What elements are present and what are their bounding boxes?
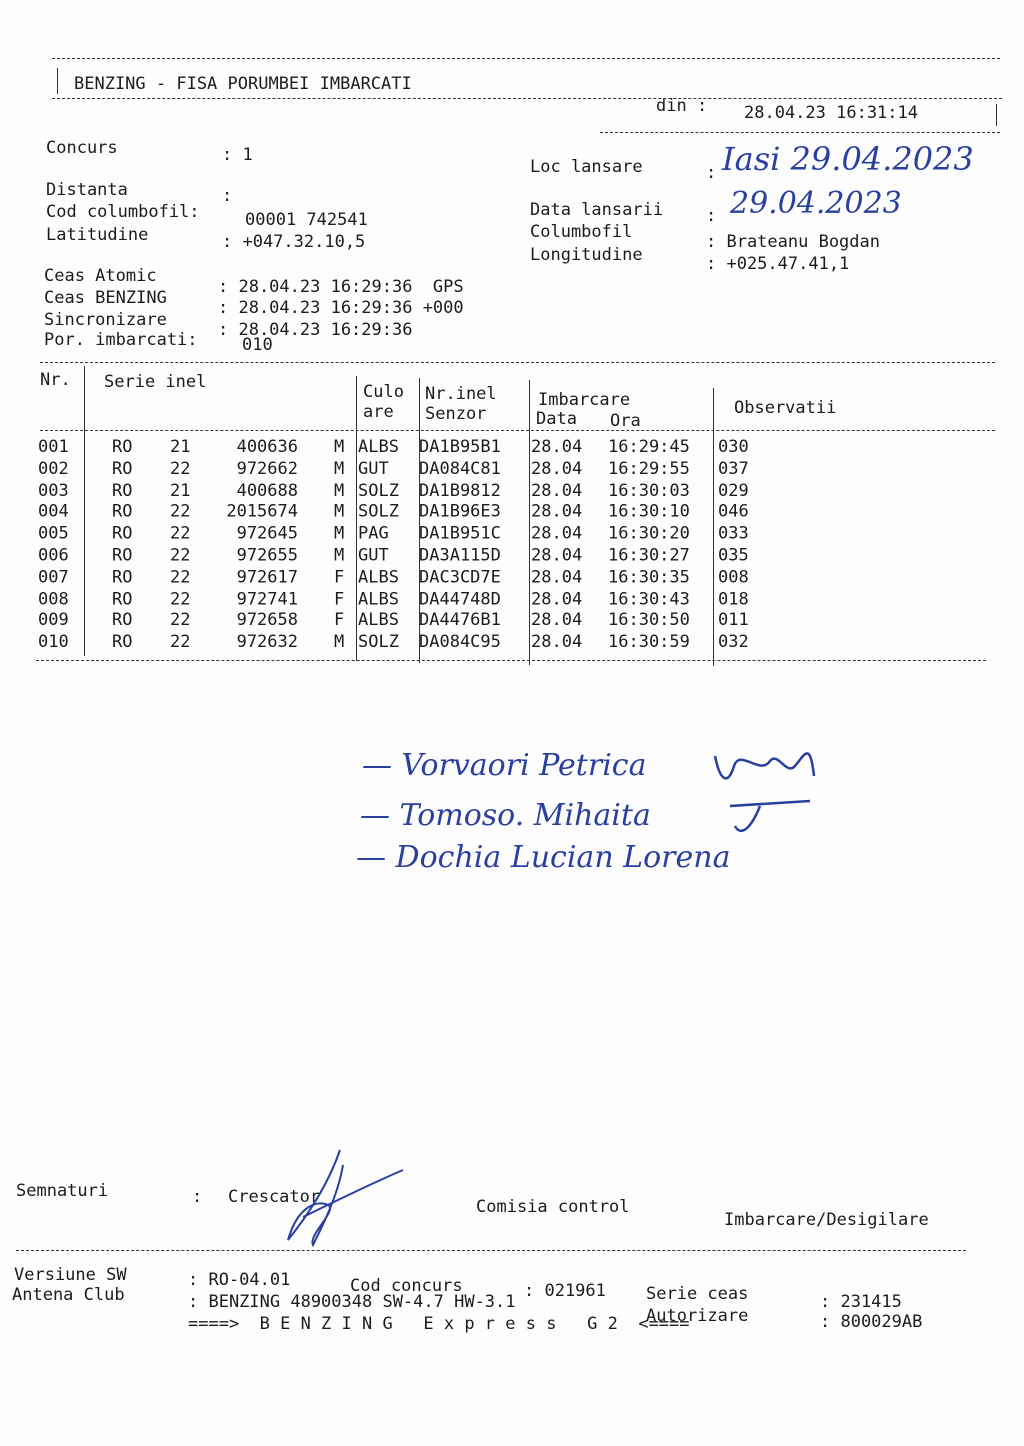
row-senzor: DA1B951C	[419, 523, 501, 544]
handwritten-signatures-icon	[700, 736, 830, 846]
row-sex: M	[334, 480, 345, 501]
row-an: 22	[170, 632, 191, 653]
table-top-border	[40, 362, 995, 363]
row-culoare: SOLZ	[358, 632, 399, 653]
header-left-border	[57, 68, 58, 94]
table-row	[38, 632, 749, 653]
table-row	[38, 610, 749, 632]
footer-top-border	[16, 1250, 966, 1251]
row-nr: 004	[38, 502, 69, 523]
row-an: 22	[170, 458, 191, 479]
data-lansarii-handwritten: 29.04.2023	[730, 186, 902, 221]
row-obs: 032	[718, 632, 749, 653]
serie-ceas-value: : 231415	[820, 1292, 902, 1312]
row-obs: 030	[718, 437, 749, 457]
row-culoare: ALBS	[358, 588, 399, 609]
row-sex: M	[334, 458, 345, 479]
row-nr: 007	[38, 567, 69, 588]
header-ora: Ora	[610, 411, 641, 431]
header-imbarcare: Imbarcare	[538, 390, 631, 410]
row-sex: M	[334, 632, 345, 653]
row-sex: F	[334, 588, 345, 609]
row-inel: 400688	[236, 480, 298, 501]
row-culoare: ALBS	[358, 610, 399, 631]
row-ora: 16:29:55	[608, 458, 690, 479]
distanta-label: Distanta	[46, 180, 128, 200]
row-nr: 006	[38, 545, 69, 566]
row-ora: 16:30:35	[608, 567, 690, 588]
row-tara: RO	[112, 632, 133, 653]
row-obs: 035	[718, 545, 749, 566]
latitudine-label: Latitudine	[46, 225, 149, 245]
imbarcare-desigilare-label: Imbarcare/Desigilare	[724, 1210, 929, 1230]
semnaturi-sep: :	[192, 1187, 203, 1207]
din-timestamp: 28.04.23 16:31:14	[744, 103, 918, 123]
row-obs: 037	[718, 458, 749, 479]
row-obs: 018	[718, 588, 749, 609]
row-nr: 001	[38, 437, 69, 457]
row-inel: 972645	[236, 523, 298, 544]
row-an: 22	[170, 567, 191, 588]
row-inel: 2015674	[226, 502, 298, 523]
row-senzor: DA3A115D	[419, 545, 501, 566]
row-tara: RO	[112, 437, 133, 457]
distanta-value: :	[222, 186, 233, 206]
row-nr: 003	[38, 480, 69, 501]
row-data: 28.04	[531, 588, 583, 609]
row-data: 28.04	[531, 502, 583, 523]
row-data: 28.04	[531, 567, 583, 588]
row-tara: RO	[112, 502, 133, 523]
row-data: 28.04	[531, 458, 583, 479]
table-row	[38, 502, 749, 523]
row-inel: 972658	[236, 610, 298, 631]
crescator-signature-icon	[268, 1145, 408, 1255]
row-culoare: ALBS	[358, 567, 399, 588]
header-observatii: Observatii	[734, 398, 837, 418]
row-ora: 16:30:43	[608, 588, 690, 609]
row-ora: 16:30:20	[608, 523, 690, 544]
table-row	[38, 480, 749, 501]
semnaturi-label: Semnaturi	[16, 1181, 109, 1201]
row-an: 21	[170, 480, 191, 501]
row-obs: 029	[718, 480, 749, 501]
row-data: 28.04	[531, 610, 583, 631]
handwritten-line-3: — Dochia Lucian Lorena	[356, 840, 731, 875]
row-sex: M	[334, 523, 345, 544]
row-data: 28.04	[531, 545, 583, 566]
row-ora: 16:30:03	[608, 480, 690, 501]
loc-lansare-handwritten: Iasi 29.04.2023	[722, 140, 974, 178]
cod-columbofil-label: Cod columbofil:	[46, 202, 200, 222]
row-senzor: DA1B95B1	[419, 437, 501, 457]
row-tara: RO	[112, 567, 133, 588]
ceas-benzing-value: : 28.04.23 16:29:36 +000	[218, 298, 464, 318]
row-culoare: SOLZ	[358, 480, 399, 501]
header-top-border	[52, 58, 1000, 59]
din-label: din :	[656, 96, 708, 116]
columbofil-value: : Brateanu Bogdan	[706, 232, 880, 252]
loc-lansare-label: Loc lansare	[530, 157, 643, 177]
loc-lansare-sep: :	[706, 163, 717, 183]
header-serie-inel: Serie inel	[104, 372, 207, 392]
row-culoare: PAG	[358, 523, 389, 544]
serie-ceas-label: Serie ceas	[646, 1284, 749, 1304]
row-obs: 011	[718, 610, 749, 631]
cod-columbofil-value: 00001 742541	[245, 210, 368, 230]
row-tara: RO	[112, 458, 133, 479]
autorizare-label: Autorizare	[646, 1306, 749, 1326]
row-senzor: DAC3CD7E	[419, 567, 501, 588]
row-inel: 972741	[236, 588, 298, 609]
table-row	[38, 545, 749, 566]
data-lansarii-sep: :	[706, 206, 717, 226]
row-culoare: GUT	[358, 458, 389, 479]
antena-club-value: : BENZING 48900348 SW-4.7 HW-3.1	[188, 1292, 516, 1312]
row-sex: M	[334, 545, 345, 566]
row-an: 22	[170, 610, 191, 631]
cod-concurs-value: : 021961	[524, 1281, 606, 1301]
row-tara: RO	[112, 588, 133, 609]
row-nr: 002	[38, 458, 69, 479]
crescator-label: Crescator	[228, 1187, 321, 1207]
row-an: 22	[170, 588, 191, 609]
row-ora: 16:29:45	[608, 437, 690, 457]
latitudine-value: : +047.32.10,5	[222, 232, 366, 252]
columbofil-label: Columbofil	[530, 222, 633, 242]
table-row	[38, 523, 749, 545]
header-culoare-1: Culo	[363, 382, 404, 402]
ceas-benzing-label: Ceas BENZING	[44, 288, 167, 308]
row-nr: 005	[38, 523, 69, 544]
row-senzor: DA4476B1	[419, 610, 501, 631]
row-obs: 008	[718, 567, 749, 588]
table-body	[38, 437, 749, 653]
row-ora: 16:30:50	[608, 610, 690, 631]
table-row	[38, 567, 749, 588]
row-ora: 16:30:27	[608, 545, 690, 566]
antena-club-label: Antena Club	[12, 1285, 125, 1305]
row-sex: M	[334, 437, 345, 457]
row-sex: F	[334, 610, 345, 631]
row-nr: 009	[38, 610, 69, 631]
header-data: Data	[536, 409, 577, 429]
row-obs: 033	[718, 523, 749, 544]
row-an: 22	[170, 502, 191, 523]
header-nr: Nr.	[40, 370, 71, 390]
concurs-value: : 1	[222, 145, 253, 165]
row-data: 28.04	[531, 523, 583, 544]
row-data: 28.04	[531, 437, 583, 457]
ceas-atomic-label: Ceas Atomic	[44, 266, 157, 286]
table-bottom-border	[36, 660, 986, 661]
header-bottom-border	[52, 98, 1002, 99]
row-nr: 008	[38, 588, 69, 609]
row-an: 22	[170, 545, 191, 566]
document-title: BENZING - FISA PORUMBEI IMBARCATI	[74, 74, 412, 94]
row-inel: 972617	[236, 567, 298, 588]
row-inel: 400636	[236, 437, 298, 457]
sincronizare-label: Sincronizare	[44, 310, 167, 330]
row-senzor: DA1B96E3	[419, 502, 501, 523]
row-ora: 16:30:59	[608, 632, 690, 653]
row-tara: RO	[112, 523, 133, 544]
versiune-sw-value: : RO-04.01	[188, 1270, 291, 1290]
row-culoare: SOLZ	[358, 502, 399, 523]
header-nr-inel-1: Nr.inel	[425, 384, 497, 404]
porumbei-imbarcati-value: 010	[242, 335, 273, 355]
row-an: 22	[170, 523, 191, 544]
table-row	[38, 437, 749, 458]
porumbei-imbarcati-label: Por. imbarcati:	[44, 330, 198, 350]
row-ora: 16:30:10	[608, 502, 690, 523]
longitudine-label: Longitudine	[530, 245, 643, 265]
row-obs: 046	[718, 502, 749, 523]
row-senzor: DA1B9812	[419, 480, 501, 501]
row-sex: F	[334, 567, 345, 588]
table-header-bottom-border	[40, 430, 995, 431]
row-nr: 010	[38, 632, 69, 653]
handwritten-line-1: — Vorvaori Petrica	[362, 748, 647, 783]
row-senzor: DA084C81	[419, 458, 501, 479]
header-right-border	[996, 104, 997, 126]
table-row	[38, 458, 749, 480]
comisia-control-label: Comisia control	[476, 1197, 630, 1217]
table-row	[38, 588, 749, 610]
versiune-sw-label: Versiune SW	[14, 1265, 127, 1285]
row-inel: 972655	[236, 545, 298, 566]
sincronizare-value: : 28.04.23 16:29:36	[218, 320, 413, 340]
handwritten-line-2: — Tomoso. Mihaita	[360, 798, 651, 833]
row-data: 28.04	[531, 480, 583, 501]
row-tara: RO	[112, 545, 133, 566]
row-senzor: DA44748D	[419, 588, 501, 609]
row-sex: M	[334, 502, 345, 523]
longitudine-value: : +025.47.41,1	[706, 254, 850, 274]
header-nr-inel-2: Senzor	[425, 404, 487, 424]
ceas-atomic-value: : 28.04.23 16:29:36 GPS	[218, 277, 464, 297]
row-tara: RO	[112, 480, 133, 501]
row-senzor: DA084C95	[419, 632, 501, 653]
row-inel: 972632	[236, 632, 298, 653]
cod-concurs-label: Cod concurs	[350, 1276, 463, 1296]
row-data: 28.04	[531, 632, 583, 653]
row-culoare: GUT	[358, 545, 389, 566]
data-lansarii-label: Data lansarii	[530, 200, 664, 220]
concurs-label: Concurs	[46, 138, 118, 158]
header-culoare-2: are	[363, 402, 394, 422]
benzing-express-banner: ====> B E N Z I N G E x p r e s s G 2 <====	[188, 1314, 690, 1334]
row-inel: 972662	[236, 458, 298, 479]
autorizare-value: : 800029AB	[820, 1312, 923, 1332]
row-an: 21	[170, 437, 191, 457]
row-tara: RO	[112, 610, 133, 631]
header-bottom-border-right	[600, 132, 1000, 133]
row-culoare: ALBS	[358, 437, 399, 457]
